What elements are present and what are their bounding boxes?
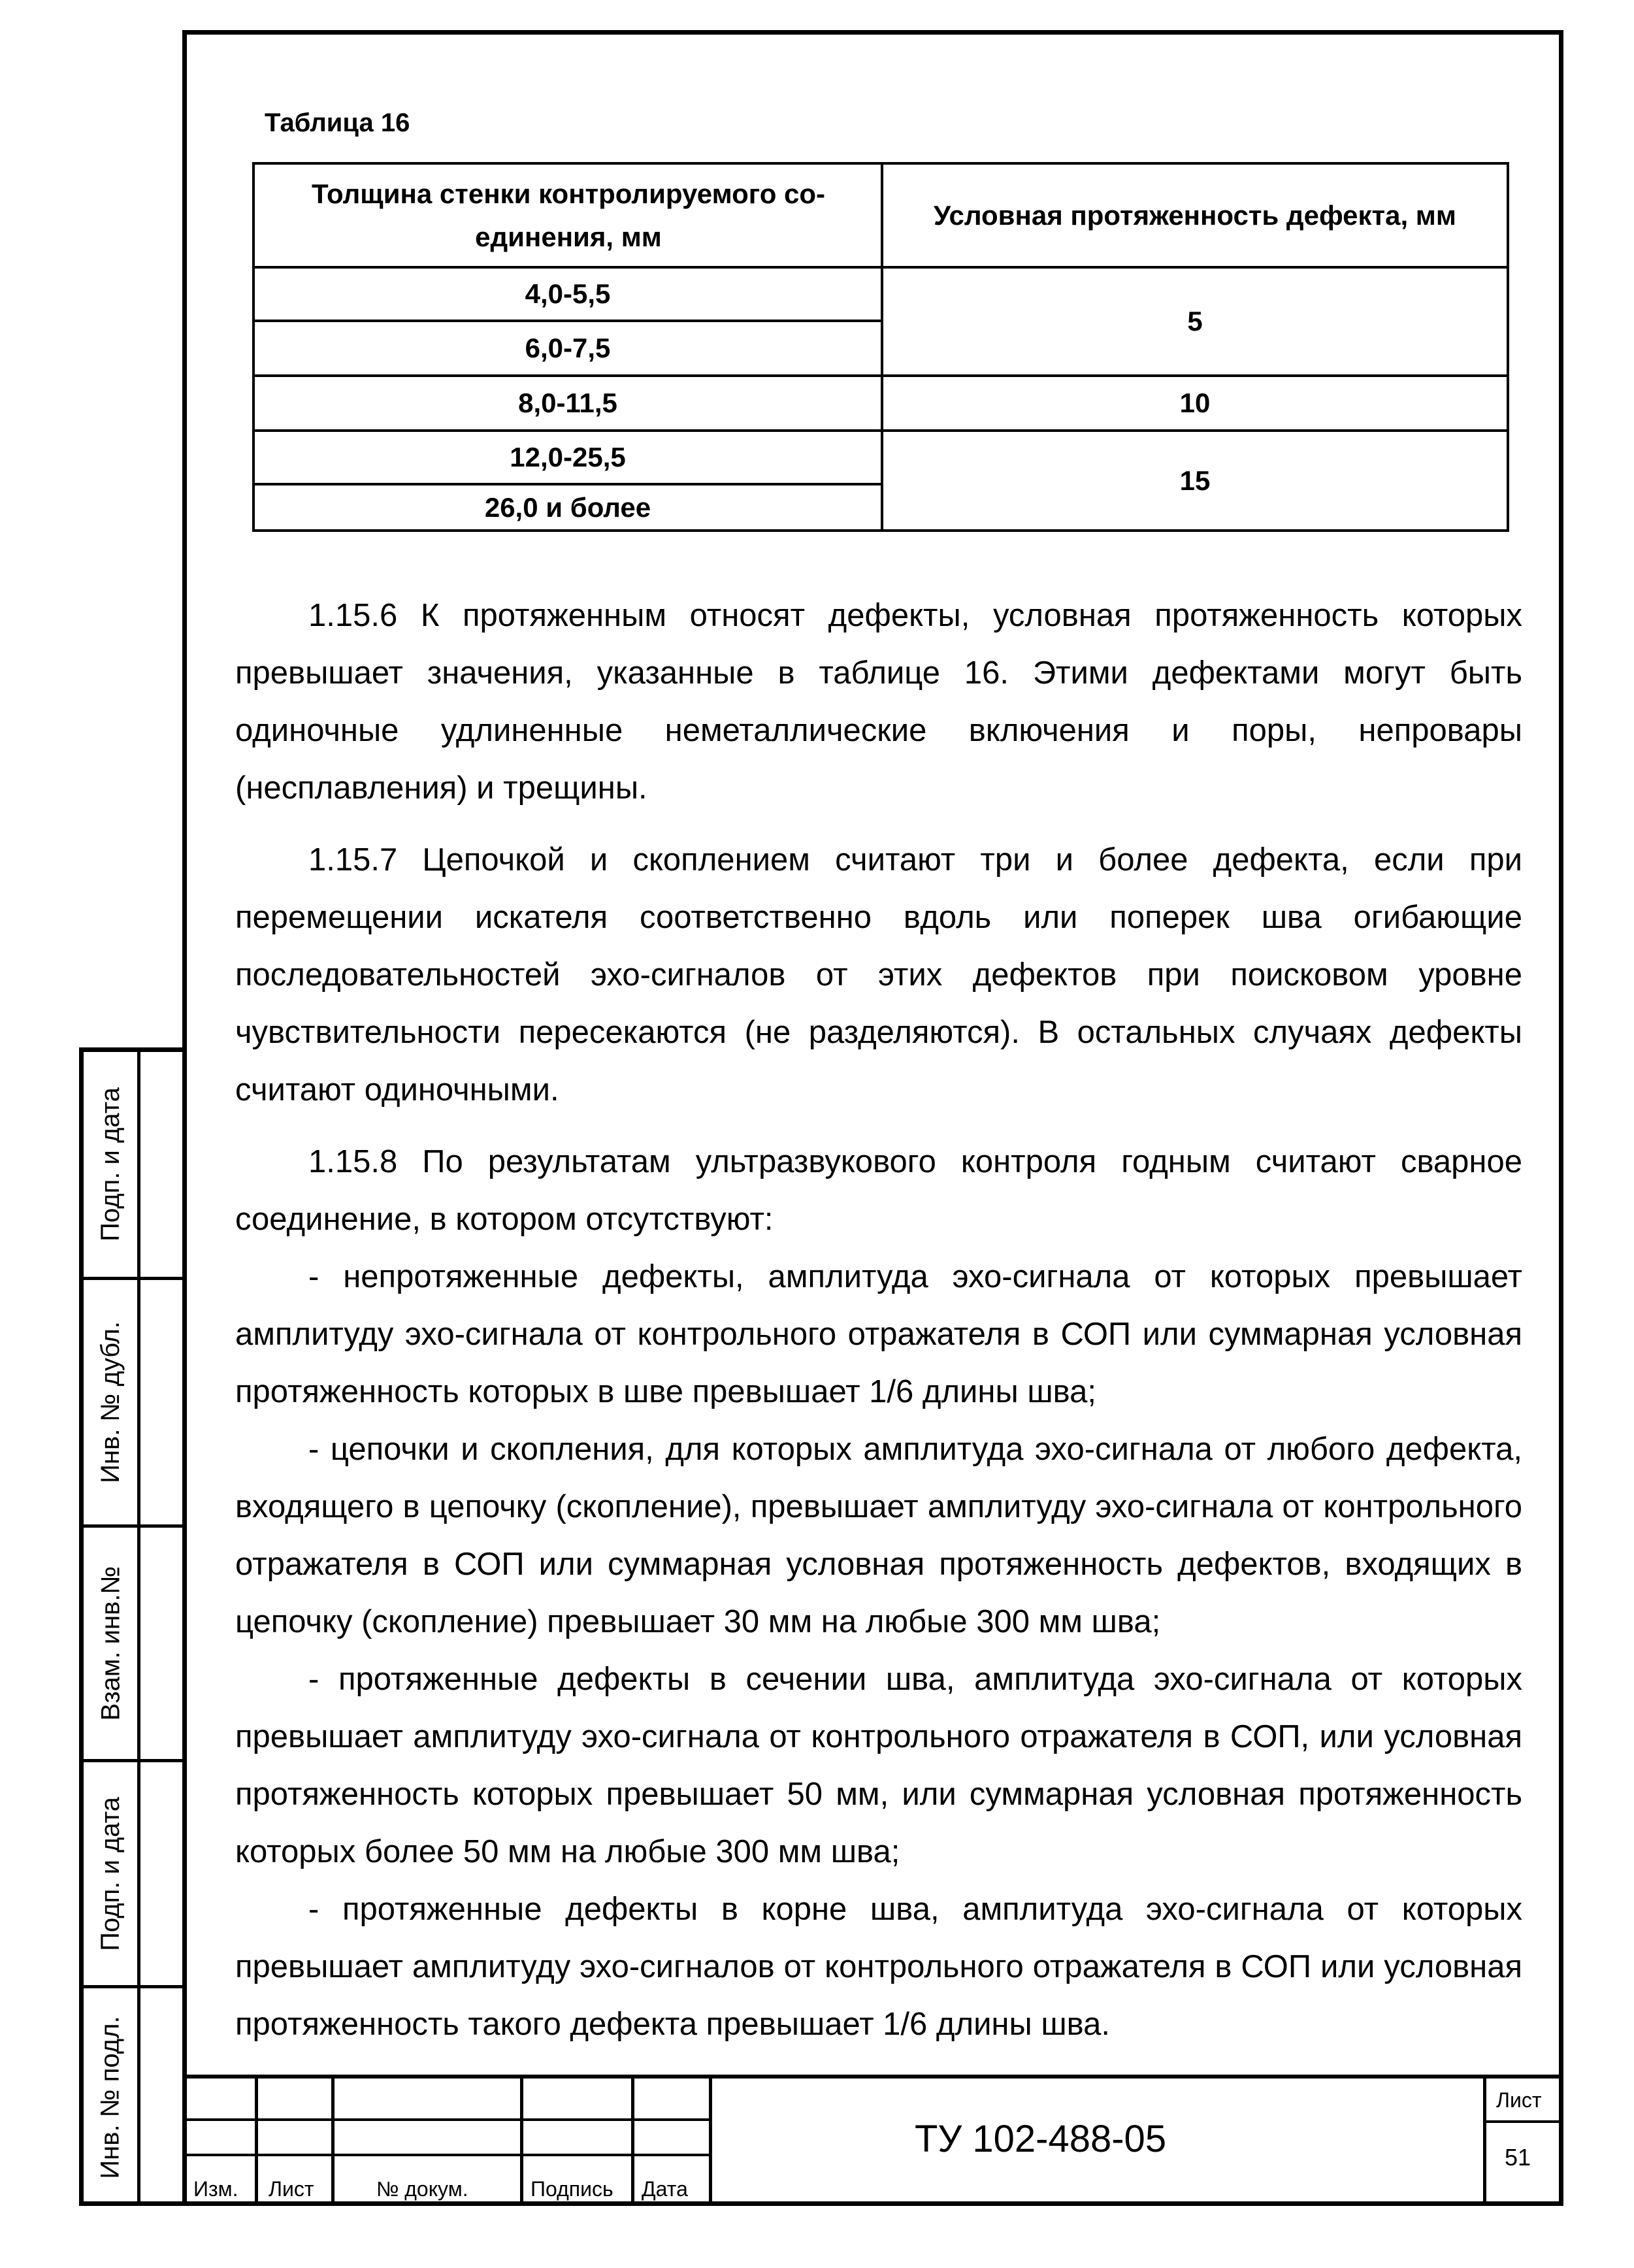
- list-item: - непротяженные дефекты, амплитуда эхо-сигнала от которых превышает амплитуду эхо-сигнала от контрольного отражателя в СОП или суммарная условная протяженность которых в шве превышает 1/6 длины шва;: [235, 1259, 1522, 1409]
- sheet-label: Лист: [1496, 2088, 1542, 2112]
- table-header-defect-length: Условная протяженность дефекта, мм: [934, 199, 1456, 231]
- body-text: [235, 587, 1522, 2053]
- table-cell-defect-length: 5: [1187, 306, 1203, 337]
- table-cell-thickness: 12,0-25,5: [510, 442, 626, 473]
- side-cell-replace-inv: [84, 1528, 182, 1759]
- side-label-signature-date-1: Подп. и дата: [96, 1087, 125, 1241]
- list-item: - цепочки и скопления, для которых амплитуда эхо-сигнала от любого дефекта, входящего в цепочку (скопление), превышает амплитуду эхо-сигнала от контрольного отражателя в СОП или суммарная условная протяженность дефектов, входящих в цепочку (скопление) превышает 30 мм на любые 300 мм шва;: [235, 1432, 1522, 1639]
- table-cell-thickness: 4,0-5,5: [525, 278, 611, 310]
- table-cell-defect-length: 10: [1179, 387, 1211, 419]
- list-item: - протяженные дефекты в сечении шва, амплитуда эхо-сигнала от которых превышает амплитуду эхо-сигнала от контрольного отражателя в СОП, или условная протяженность которых превышает 50 мм, или суммарная условная протяженность которых более 50 мм на любые 300 мм шва;: [235, 1662, 1522, 1869]
- table-header-thickness: Толщина стенки контролируемого со-единения, мм: [311, 178, 826, 252]
- sheet-number: 51: [1505, 2144, 1531, 2171]
- table-cell-defect-length: 15: [1179, 465, 1211, 496]
- paragraph-1-15-7: 1.15.7 Цепочкой и скоплением считают три и более дефекта, если при перемещении искателя соответственно вдоль или поперек шва огибающие последовательностей эхо-сигналов от этих дефектов при поисковом уровне чувствительности пересекаются (не разделяются). В остальных случаях дефекты считают одиночными.: [235, 842, 1522, 1108]
- document-code: ТУ 102-488-05: [915, 2118, 1167, 2160]
- title-block-col-signature: Подпись: [531, 2177, 613, 2201]
- paragraph-1-15-6: 1.15.6 К протяженным относят дефекты, условная протяженность которых превышает значения, указанные в таблице 16. Этими дефектами могут быть одиночные удлиненные неметаллические включения и поры, непровары (несплавления) и трещины.: [235, 598, 1522, 806]
- title-block-col-sheet: Лист: [269, 2177, 314, 2201]
- side-cell-signature-date-2: [84, 1762, 182, 1985]
- paragraph-1-15-8: 1.15.8 По результатам ультразвукового контроля годным считают сварное соединение, в котором отсутствуют:: [235, 1144, 1522, 1237]
- table-cell-thickness: 8,0-11,5: [518, 387, 617, 419]
- defect-length-table: [252, 162, 1509, 532]
- side-cell-dup-inv: [84, 1280, 182, 1524]
- side-cell-signature-date-1: [84, 1052, 182, 1277]
- title-block-col-date: Дата: [642, 2177, 688, 2201]
- list-item: - протяженные дефекты в корне шва, амплитуда эхо-сигнала от которых превышает амплитуду эхо-сигналов от контрольного отражателя в СОП или условная протяженность такого дефекта превышает 1/6 длины шва.: [235, 1892, 1522, 2042]
- side-label-dup-inv: Инв. № дубл.: [96, 1321, 125, 1483]
- side-label-original-inv: Инв. № подл.: [96, 2015, 125, 2179]
- table-cell-thickness: 26,0 и более: [484, 491, 651, 523]
- table-cell-thickness: 6,0-7,5: [525, 333, 611, 364]
- side-label-signature-date-2: Подп. и дата: [96, 1796, 125, 1951]
- title-block-col-change: Изм.: [193, 2177, 238, 2201]
- side-stamp-strip: [79, 1047, 182, 2206]
- side-cell-original-inv: [84, 1988, 182, 2206]
- title-block-col-doc-number: № докум.: [376, 2177, 468, 2201]
- side-label-replace-inv: Взам. инв.№: [96, 1566, 125, 1721]
- table-caption: Таблица 16: [265, 108, 410, 137]
